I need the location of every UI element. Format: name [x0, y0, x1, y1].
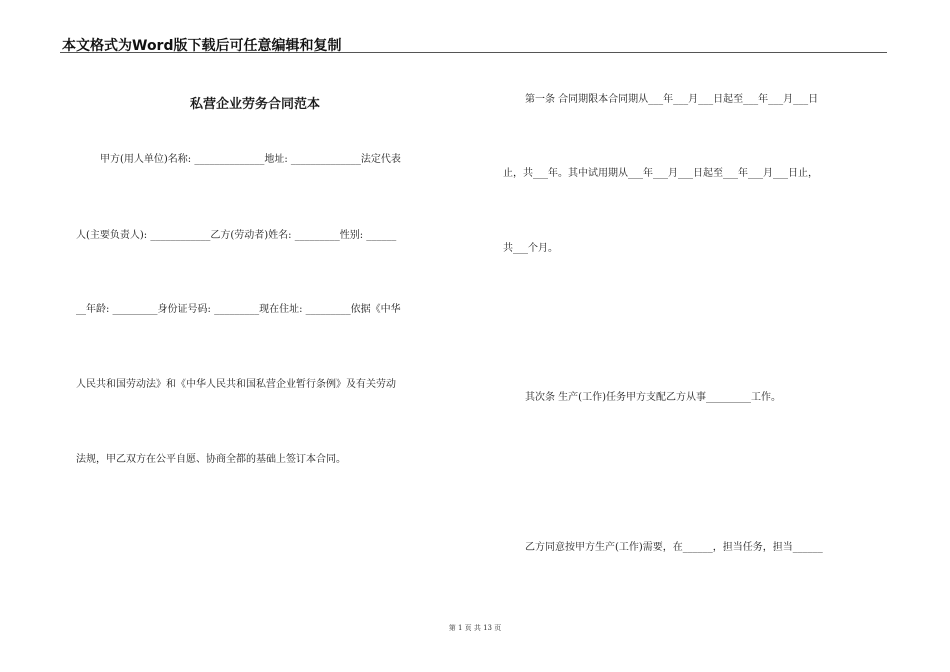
- left-paragraph-line: 法规，甲乙双方在公平自愿、协商全都的基础上签订本合同。: [76, 454, 346, 465]
- right-paragraph-line: 止，共___年。其中试用期从___年___月___日起至___年___月___日止，: [503, 168, 818, 179]
- right-paragraph-line: 乙方同意按甲方生产(工作)需要，在______，担当任务，担当______: [525, 542, 823, 553]
- left-paragraph-line: __年龄: _________身份证号码: _________现在住址: _________依据《中华: [76, 304, 401, 315]
- document-title: 私营企业劳务合同范本: [190, 97, 321, 112]
- right-paragraph-line: 其次条 生产(工作)任务甲方支配乙方从事_________工作。: [525, 392, 781, 403]
- page-number: 第 1 页 共 13 页: [448, 624, 502, 632]
- header-divider: [60, 52, 887, 53]
- left-paragraph-line: 人(主要负责人): ____________乙方(劳动者)姓名: _________性别: ______: [76, 230, 397, 241]
- right-paragraph-line: 共___个月。: [503, 243, 558, 254]
- right-paragraph-line: 第一条 合同期限本合同期从___年___月___日起至___年___月___日: [525, 94, 819, 105]
- left-paragraph-line: 人民共和国劳动法》和《中华人民共和国私营企业暂行条例》及有关劳动: [76, 379, 396, 390]
- document-header: 本文格式为Word版下载后可任意编辑和复制: [62, 38, 342, 54]
- left-paragraph-line: 甲方(用人单位)名称: ______________地址: ______________法定代表: [100, 154, 401, 165]
